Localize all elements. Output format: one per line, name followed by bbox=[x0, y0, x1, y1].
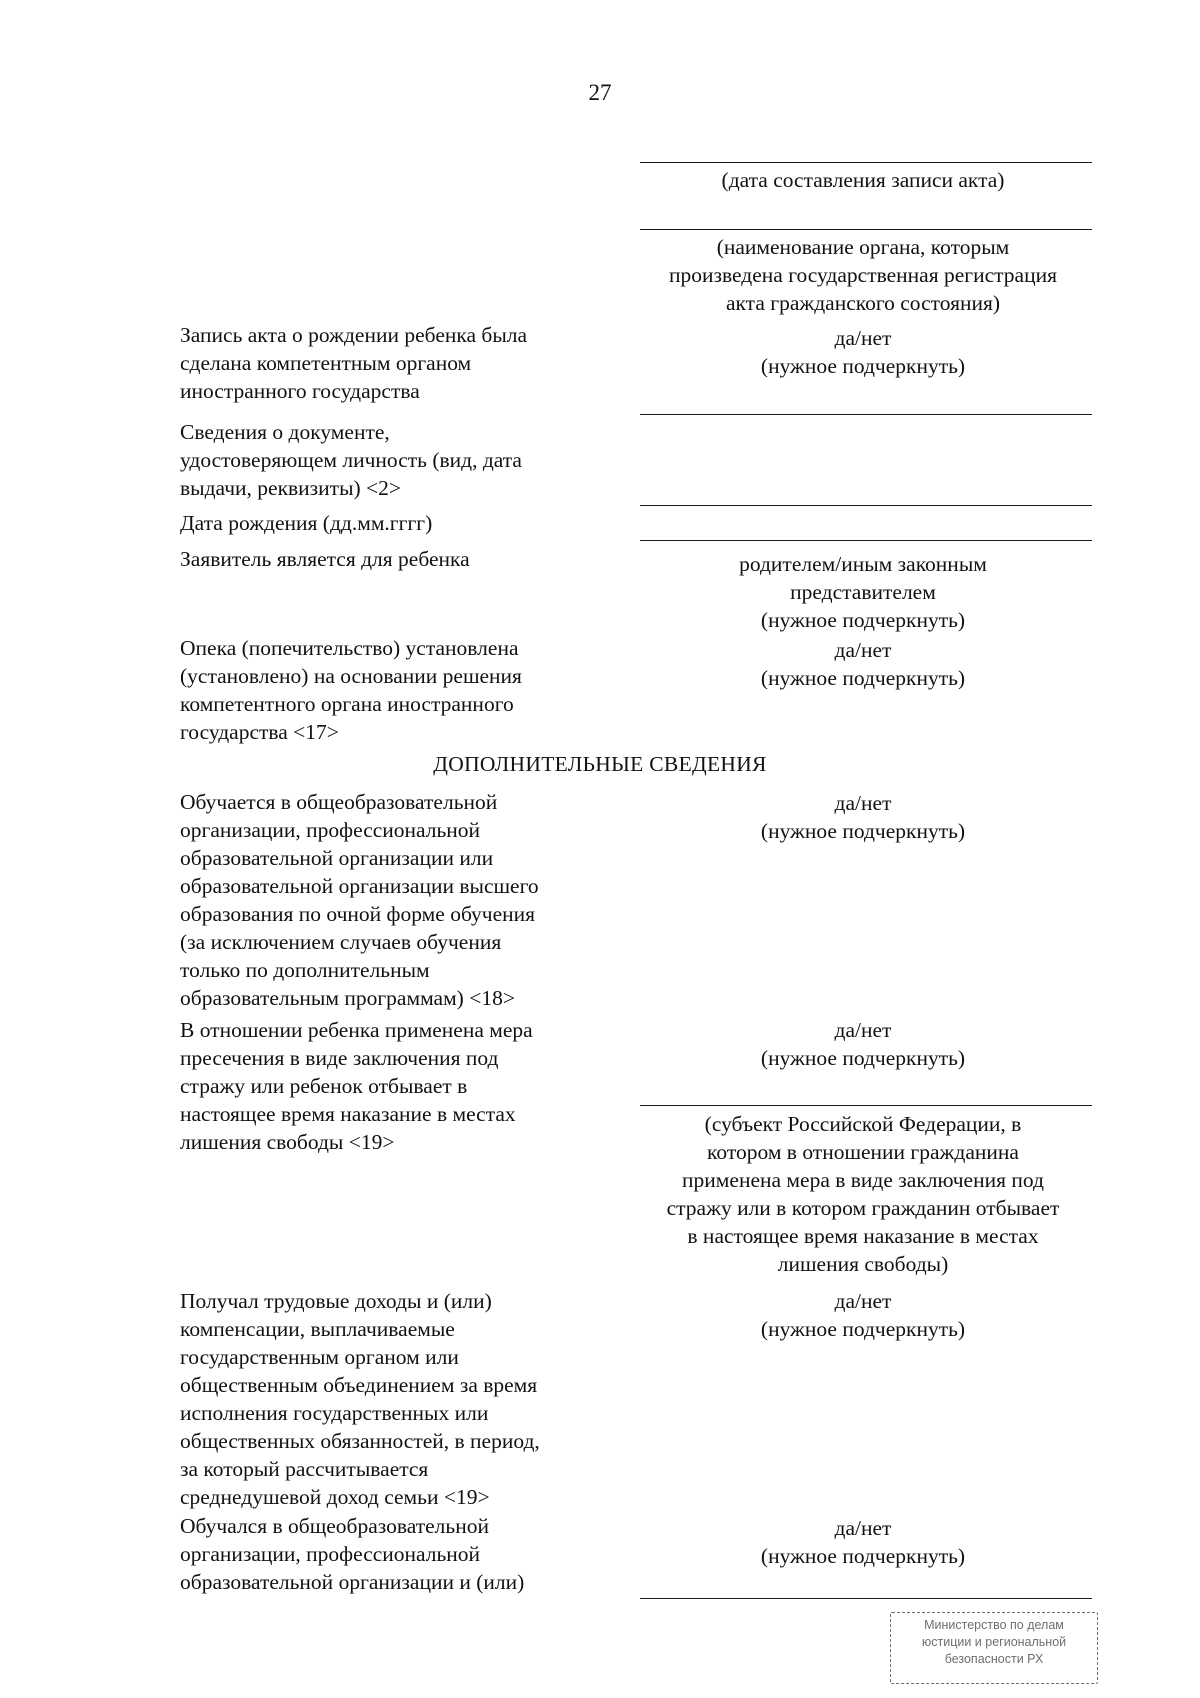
label-identity-document: Сведения о документе, удостоверяющем личность (вид, дата выдачи, реквизиты) <2> bbox=[180, 420, 522, 500]
date-caption: (дата составления записи акта) bbox=[721, 168, 1005, 192]
identity-document-line-2 bbox=[640, 505, 1092, 506]
label-studied: Обучался в общеобразовательной организации, профессиональной образовательной организации и (или) bbox=[180, 1514, 525, 1594]
label-detention: В отношении ребенка применена мера пресечения в виде заключения под стражу или ребенок отбывает в настоящее время наказание в местах лишения свободы <19> bbox=[180, 1018, 533, 1154]
answer-studied: да/нет (нужное подчеркнуть) bbox=[760, 1516, 966, 1568]
detention-region-caption: (субъект Российской Федерации, в котором в отношении гражданина применена мера в виде заключения под стражу или в котором гражданин отбывает в настоящее время наказание в местах лишения свободы) bbox=[666, 1112, 1060, 1276]
section-heading: ДОПОЛНИТЕЛЬНЫЕ СВЕДЕНИЯ bbox=[433, 752, 767, 776]
identity-document-line bbox=[640, 414, 1092, 415]
authority-caption: (наименование органа, которым произведена государственная регистрация акта гражданского состояния) bbox=[669, 235, 1057, 315]
answer-guardianship: да/нет (нужное подчеркнуть) bbox=[760, 638, 966, 690]
label-studies: Обучается в общеобразовательной организации, профессиональной образовательной организации или образовательной организации высшего образования по очной форме обучения (за исключением случаев обучения только по дополнительным образовательным программам) <18> bbox=[180, 790, 539, 1010]
label-guardianship: Опека (попечительство) установлена (установлено) на основании решения компетентного органа иностранного государства <17> bbox=[180, 636, 522, 744]
answer-foreign-registration: да/нет (нужное подчеркнуть) bbox=[760, 326, 966, 378]
bottom-line bbox=[640, 1598, 1092, 1599]
label-income: Получал трудовые доходы и (или) компенсации, выплачиваемые государственным органом или общественным объединением за время исполнения государственных или общественных обязанностей, в период, за который рассчитывается среднедушевой доход семьи <19> bbox=[180, 1289, 540, 1509]
date-line bbox=[640, 162, 1092, 163]
page-number: 27 bbox=[588, 80, 612, 105]
detention-region-line bbox=[640, 1105, 1092, 1106]
label-applicant: Заявитель является для ребенка bbox=[180, 547, 470, 571]
answer-applicant: родителем/иным законным представителем (нужное подчеркнуть) bbox=[739, 552, 987, 632]
answer-studies: да/нет (нужное подчеркнуть) bbox=[760, 791, 966, 843]
label-birth-date: Дата рождения (дд.мм.гггг) bbox=[180, 511, 433, 535]
birth-date-line bbox=[640, 540, 1092, 541]
label-foreign-registration: Запись акта о рождении ребенка была сделана компетентным органом иностранного государства bbox=[180, 323, 528, 403]
answer-detention: да/нет (нужное подчеркнуть) bbox=[760, 1018, 966, 1070]
ministry-stamp: Министерство по делам юстиции и региональной безопасности РХ bbox=[890, 1612, 1098, 1684]
answer-income: да/нет (нужное подчеркнуть) bbox=[760, 1289, 966, 1341]
authority-line bbox=[640, 229, 1092, 230]
